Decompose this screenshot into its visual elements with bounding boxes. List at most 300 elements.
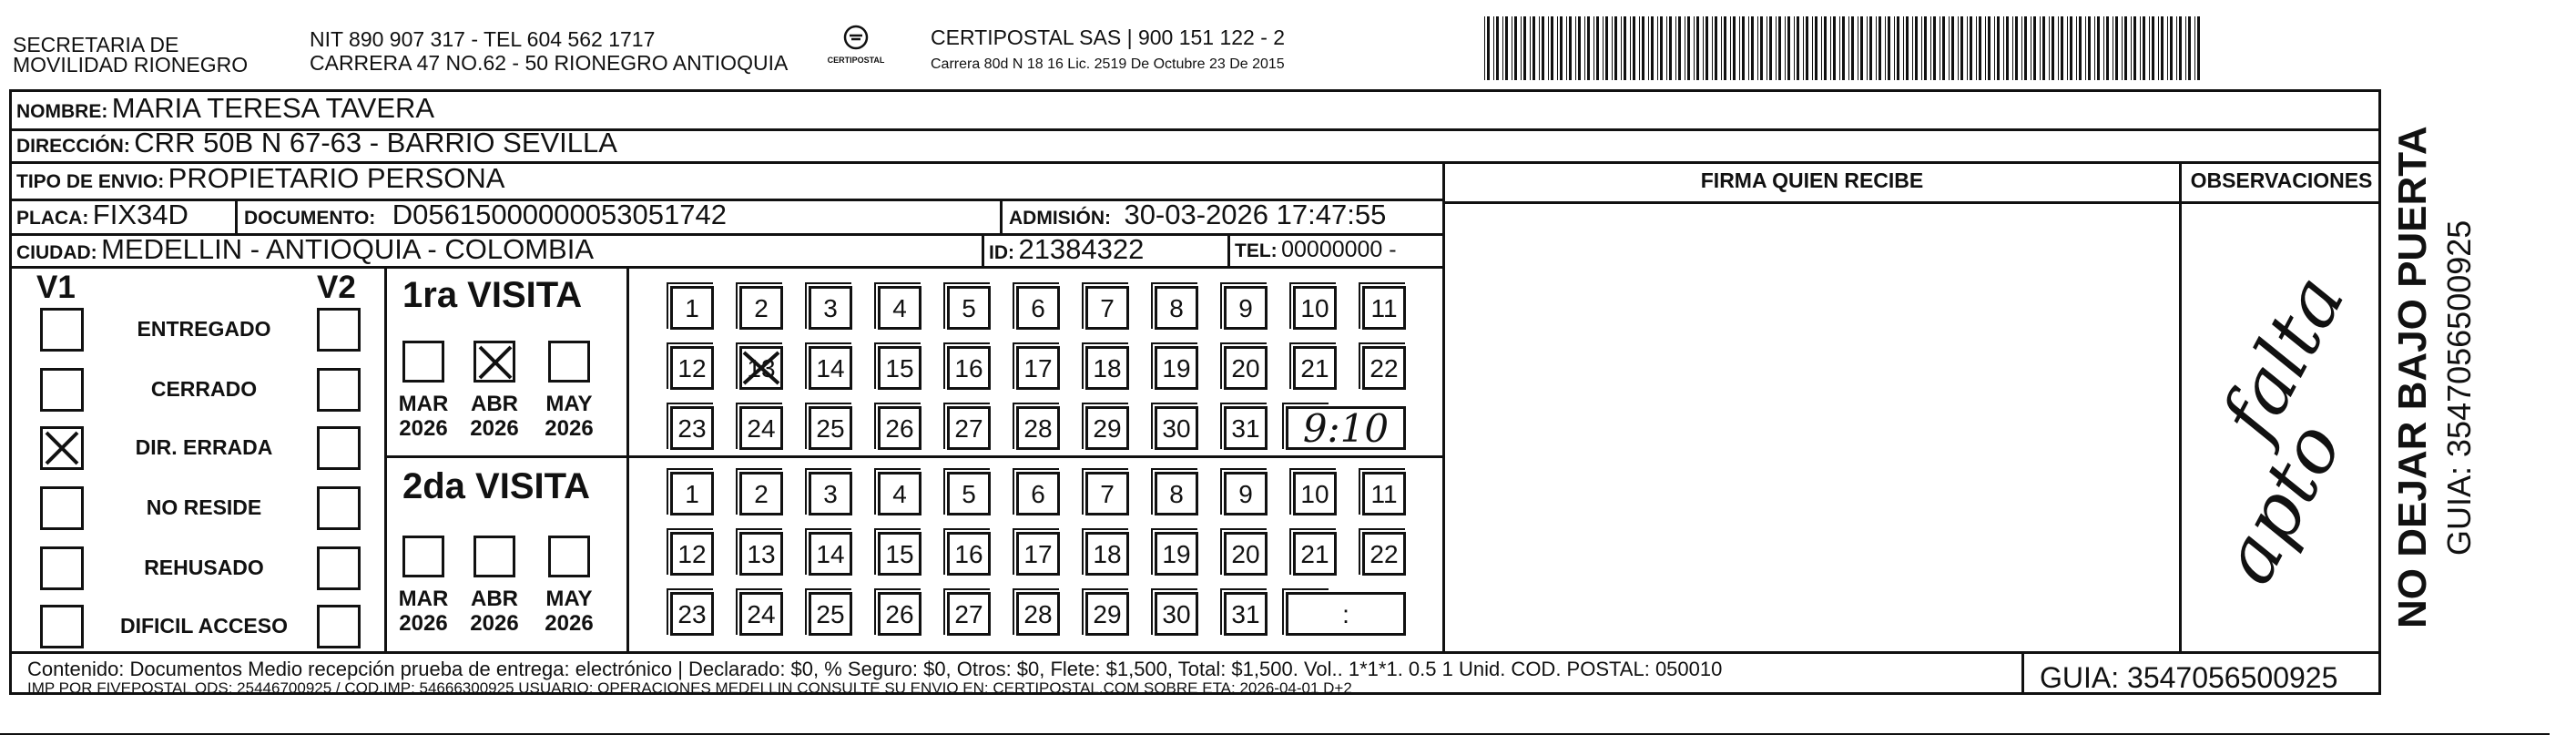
- visit2-month-box[interactable]: [402, 536, 444, 577]
- certipostal-logo-icon: [842, 24, 870, 51]
- visit1-day-number: 13: [747, 354, 776, 383]
- barcode-bar: [2176, 16, 2177, 80]
- v1-checkbox[interactable]: [40, 605, 84, 648]
- visit1-month-box[interactable]: [548, 341, 590, 383]
- tel-field: [1235, 232, 1397, 270]
- visit1-day-number: 4: [892, 294, 907, 322]
- visit2-day-box[interactable]: [1016, 592, 1060, 636]
- imp-text: IMP POR FIVEPOSTAL ODS: 25446700925 / COD.IMP: 54666300925 USUARIO: OPERACIONES MEDELLIN CONSULTE SU ENVIO EN: CERTIPOSTAL.COM SOBRE ETA: 2026-04-01 D+2: [27, 679, 1352, 697]
- visit1-day-box[interactable]: [1224, 406, 1268, 450]
- placa-label: PLACA:: [16, 208, 89, 229]
- barcode-bar: [2085, 16, 2086, 80]
- signature-left-border: [1442, 161, 1445, 651]
- visit1-day-box[interactable]: [809, 286, 852, 330]
- visit1-day-box[interactable]: [1016, 406, 1060, 450]
- barcode-bar: [1694, 16, 1695, 80]
- visit2-day-box[interactable]: [1155, 592, 1198, 636]
- visit2-day-number: 3: [823, 480, 838, 508]
- barcode-bar: [1876, 16, 1877, 80]
- barcode-bar: [1869, 16, 1872, 80]
- barcode-bar: [2179, 16, 2182, 80]
- nombre-value: MARIA TERESA TAVERA: [111, 92, 435, 124]
- visit2-month-label: MAR: [398, 587, 449, 611]
- barcode-bar: [2188, 16, 2191, 80]
- visit1-day-number: 3: [823, 294, 838, 322]
- visit2-day-number: 29: [1093, 600, 1122, 628]
- barcode-bar: [2194, 16, 2195, 80]
- visit1-day-box[interactable]: [739, 286, 783, 330]
- handwritten-apto: apto: [2204, 409, 2359, 597]
- barcode-bar: [2094, 16, 2095, 80]
- visit2-day-box[interactable]: [1085, 532, 1129, 576]
- visit2-day-number: 28: [1023, 600, 1053, 628]
- visit2-day-number: 18: [1093, 540, 1122, 568]
- visit2-year-label: 2026: [399, 611, 448, 636]
- visit1-year-label: 2026: [470, 416, 519, 441]
- visit1-day-number: 6: [1031, 294, 1045, 322]
- v2-checkbox[interactable]: [317, 546, 361, 590]
- visit1-day-number: 23: [677, 414, 707, 443]
- barcode-bar: [1721, 16, 1722, 80]
- reason-label: CERRADO: [150, 377, 258, 401]
- barcode-bar: [1903, 16, 1904, 80]
- visit1-day-number: 14: [816, 354, 845, 383]
- visit1-day-box[interactable]: [1016, 286, 1060, 330]
- visit2-day-box[interactable]: [878, 592, 921, 636]
- reason-label: DIFICIL ACCESO: [119, 614, 288, 638]
- visit1-day-number: 29: [1093, 414, 1122, 443]
- visit2-day-box[interactable]: [878, 472, 921, 515]
- barcode-bar: [1593, 16, 1594, 80]
- barcode-bar: [1705, 16, 1708, 80]
- ciudad-label: CIUDAD:: [16, 242, 97, 263]
- ciudad-field: [16, 232, 594, 272]
- visit1-day-box[interactable]: [809, 346, 852, 390]
- barcode-bar: [1751, 16, 1754, 80]
- v2-checkbox[interactable]: [317, 605, 361, 648]
- barcode: [1482, 16, 2206, 80]
- bottom-rule: [0, 733, 2550, 735]
- cell-divider: [1000, 199, 1003, 233]
- barcode-bar: [1639, 16, 1640, 80]
- org-name-line2: MOVILIDAD RIONEGRO: [13, 53, 249, 77]
- direccion-field: [16, 126, 617, 166]
- visit1-day-box[interactable]: [1293, 286, 1337, 330]
- barcode-bar: [1523, 16, 1526, 80]
- visit2-day-box[interactable]: [1362, 472, 1406, 515]
- visit2-month-box[interactable]: [548, 536, 590, 577]
- barcode-bar: [2052, 16, 2054, 80]
- visit1-month-label: MAY: [545, 392, 593, 416]
- barcode-bar: [1624, 16, 1626, 80]
- visit1-day-box[interactable]: [1362, 286, 1406, 330]
- reason-label: ENTREGADO: [137, 317, 271, 341]
- barcode-bar: [1794, 16, 1795, 80]
- visit1-day-number: 28: [1023, 414, 1053, 443]
- barcode-bar: [1867, 16, 1868, 80]
- nombre-label: NOMBRE:: [16, 101, 108, 122]
- barcode-bar: [1530, 16, 1531, 80]
- barcode-bar: [1484, 16, 1485, 80]
- visit1-day-box[interactable]: [1016, 346, 1060, 390]
- visit1-day-box[interactable]: [739, 406, 783, 450]
- reason-label: REHUSADO: [144, 556, 264, 579]
- visit2-day-box[interactable]: [1224, 592, 1268, 636]
- visit1-day-box[interactable]: [1224, 346, 1268, 390]
- visit1-day-box[interactable]: [878, 406, 921, 450]
- visit2-day-number: 9: [1238, 480, 1253, 508]
- visit1-day-number: 10: [1300, 294, 1329, 322]
- reason-label: DIR. ERRADA: [135, 435, 273, 459]
- visit1-day-number: 17: [1023, 354, 1053, 383]
- visit2-time: :: [1342, 600, 1349, 628]
- visit2-day-number: 30: [1162, 600, 1191, 628]
- visit2-day-number: 6: [1031, 480, 1045, 508]
- visit2-day-box[interactable]: [947, 472, 991, 515]
- barcode-bar: [1942, 16, 1945, 80]
- handwritten-falta: falta: [2204, 261, 2362, 454]
- barcode-bar: [2161, 16, 2164, 80]
- side-guia: GUIA: 3547056500925: [2440, 219, 2478, 556]
- visit2-day-box[interactable]: [809, 592, 852, 636]
- visit1-day-box[interactable]: [947, 286, 991, 330]
- barcode-bar: [1842, 16, 1845, 80]
- visit2-day-box[interactable]: [670, 592, 714, 636]
- visit1-day-box[interactable]: [739, 346, 783, 390]
- visit1-year-label: 2026: [545, 416, 594, 441]
- barcode-bar: [1785, 16, 1786, 80]
- observaciones-area[interactable]: [2185, 205, 2378, 649]
- visit1-day-box[interactable]: [1085, 406, 1129, 450]
- barcode-bar: [1757, 16, 1758, 80]
- visit2-day-box[interactable]: [1085, 472, 1129, 515]
- visit2-day-box[interactable]: [670, 532, 714, 576]
- visit2-day-box[interactable]: [739, 472, 783, 515]
- visit2-day-number: 16: [954, 540, 983, 568]
- barcode-bar: [1739, 16, 1740, 80]
- checklist-right-border: [384, 266, 387, 651]
- visit1-day-number: 19: [1162, 354, 1191, 383]
- v1-checkbox[interactable]: [40, 368, 84, 412]
- address-line: CARRERA 47 NO.62 - 50 RIONEGRO ANTIOQUIA: [310, 51, 789, 75]
- barcode-bar: [1906, 16, 1909, 80]
- tel-label: TEL:: [1235, 240, 1278, 261]
- visit2-day-box[interactable]: [739, 592, 783, 636]
- visit2-day-box[interactable]: [1085, 592, 1129, 636]
- v2-checkbox[interactable]: [317, 368, 361, 412]
- barcode-bar: [1824, 16, 1827, 80]
- visit1-day-number: 5: [962, 294, 976, 322]
- visit2-day-number: 22: [1369, 540, 1399, 568]
- barcode-bar: [2042, 16, 2045, 80]
- barcode-bar: [2158, 16, 2159, 80]
- barcode-bar: [1897, 16, 1899, 80]
- visit2-year-label: 2026: [545, 611, 594, 636]
- visit2-year-label: 2026: [470, 611, 519, 636]
- visit1-day-box[interactable]: [947, 406, 991, 450]
- barcode-bar: [1848, 16, 1849, 80]
- cell-divider: [982, 233, 984, 266]
- barcode-bar: [2170, 16, 2173, 80]
- id-field: [989, 232, 1144, 272]
- visit2-day-box[interactable]: [878, 532, 921, 576]
- visit2-day-box[interactable]: [809, 532, 852, 576]
- visit2-month-box[interactable]: [473, 536, 515, 577]
- visit1-day-box[interactable]: [1155, 286, 1198, 330]
- barcode-bar: [2067, 16, 2068, 80]
- barcode-bar: [1967, 16, 1968, 80]
- barcode-bar: [1769, 16, 1772, 80]
- ciudad-value: MEDELLIN - ANTIOQUIA - COLOMBIA: [101, 233, 594, 265]
- visit2-day-number: 11: [1370, 480, 1398, 508]
- barcode-bar: [1994, 16, 1995, 80]
- barcode-bar: [1532, 16, 1535, 80]
- visit2-day-box[interactable]: [947, 532, 991, 576]
- barcode-bar: [1776, 16, 1777, 80]
- barcode-bar: [1621, 16, 1622, 80]
- barcode-bar: [1715, 16, 1717, 80]
- tipo-envio-label: TIPO DE ENVIO:: [16, 171, 165, 192]
- visit2-day-box[interactable]: [1224, 472, 1268, 515]
- barcode-bar: [2149, 16, 2150, 80]
- visit1-day-box[interactable]: [1155, 406, 1198, 450]
- logo-text: CERTIPOSTAL: [827, 56, 885, 65]
- nit-line: NIT 890 907 317 - TEL 604 562 1717: [310, 27, 656, 51]
- visit2-day-number: 24: [747, 600, 776, 628]
- v2-checkbox[interactable]: [317, 486, 361, 530]
- visit1-day-number: 12: [677, 354, 707, 383]
- barcode-bar: [1566, 16, 1567, 80]
- contenido-text: Contenido: Documentos Medio recepción prueba de entrega: electrónico | Declarado: $0, % Seguro: $0, Otros: $0, Flete: $1,500, Total: $1,500. Vol.. 1*1*1. 0.5 1 Unid. COD. POSTAL: 050010: [27, 658, 1723, 680]
- barcode-bar: [2021, 16, 2022, 80]
- observaciones-title: OBSERVACIONES: [2190, 168, 2373, 192]
- barcode-bar: [1487, 16, 1490, 80]
- company-line: CERTIPOSTAL SAS | 900 151 122 - 2: [931, 26, 1286, 49]
- v2-checkbox[interactable]: [317, 426, 361, 470]
- visit1-month-box[interactable]: [473, 341, 515, 383]
- barcode-bar: [2106, 16, 2109, 80]
- v1-checkbox[interactable]: [40, 308, 84, 352]
- barcode-bar: [1760, 16, 1763, 80]
- visit2-day-number: 1: [685, 480, 699, 508]
- barcode-bar: [2197, 16, 2200, 80]
- barcode-bar: [2124, 16, 2127, 80]
- barcode-bar: [2185, 16, 2186, 80]
- barcode-bar: [1988, 16, 1991, 80]
- visit2-day-box[interactable]: [1016, 532, 1060, 576]
- v1-checkbox[interactable]: [40, 486, 84, 530]
- barcode-bar: [2076, 16, 2077, 80]
- barcode-bar: [1575, 16, 1576, 80]
- barcode-bar: [2024, 16, 2027, 80]
- barcode-bar: [2122, 16, 2123, 80]
- visit1-day-box[interactable]: [1293, 346, 1337, 390]
- barcode-bar: [2143, 16, 2145, 80]
- visit2-day-number: 8: [1169, 480, 1184, 508]
- barcode-bar: [1678, 16, 1681, 80]
- barcode-bar: [1812, 16, 1813, 80]
- barcode-bar: [1921, 16, 1922, 80]
- visit1-day-number: 30: [1162, 414, 1191, 443]
- visit1-day-number: 7: [1100, 294, 1115, 322]
- visit2-day-number: 13: [747, 540, 776, 568]
- tel-value: 00000000 -: [1281, 237, 1397, 262]
- visit2-day-box[interactable]: [739, 532, 783, 576]
- visit2-day-number: 17: [1023, 540, 1053, 568]
- no-dejar-bajo-puerta: NO DEJAR BAJO PUERTA: [2390, 126, 2435, 628]
- barcode-bar: [1933, 16, 1936, 80]
- visit2-day-number: 2: [754, 480, 769, 508]
- barcode-bar: [1666, 16, 1667, 80]
- guia-footer: GUIA: 3547056500925: [2040, 661, 2338, 694]
- barcode-bar: [1539, 16, 1540, 80]
- barcode-bar: [1560, 16, 1563, 80]
- v1-checkbox[interactable]: [40, 426, 84, 470]
- visit1-day-box[interactable]: [1155, 346, 1198, 390]
- barcode-bar: [1815, 16, 1817, 80]
- footer-divider: [2021, 651, 2024, 695]
- visit2-day-box[interactable]: [1155, 472, 1198, 515]
- visit1-day-box[interactable]: [1224, 286, 1268, 330]
- tipo-envio-value: PROPIETARIO PERSONA: [168, 162, 505, 194]
- visit2-day-box[interactable]: [1224, 532, 1268, 576]
- signature-area[interactable]: [1446, 205, 2177, 649]
- visit1-day-number: 9: [1238, 294, 1253, 322]
- barcode-bar: [1833, 16, 1836, 80]
- section-title-divider: [1442, 201, 2381, 204]
- barcode-bar: [2012, 16, 2013, 80]
- day-cross-icon: [742, 349, 780, 387]
- barcode-bar: [1493, 16, 1494, 80]
- visit1-day-box[interactable]: [670, 406, 714, 450]
- barcode-bar: [1687, 16, 1690, 80]
- barcode-bar: [2097, 16, 2100, 80]
- admision-label: ADMISIÓN:: [1009, 208, 1111, 229]
- barcode-bar: [2070, 16, 2072, 80]
- visit2-day-number: 25: [816, 600, 845, 628]
- visit2-day-number: 14: [816, 540, 845, 568]
- visit1-day-box[interactable]: [878, 286, 921, 330]
- barcode-bar: [1797, 16, 1799, 80]
- barcode-bar: [1496, 16, 1499, 80]
- v1-header: V1: [36, 270, 76, 305]
- barcode-bar: [1949, 16, 1950, 80]
- visit2-day-box[interactable]: [1293, 472, 1337, 515]
- visit1-month-label: ABR: [471, 392, 518, 416]
- visit1-day-number: 21: [1300, 354, 1329, 383]
- visit2-day-number: 4: [892, 480, 907, 508]
- v1-checkbox[interactable]: [40, 546, 84, 590]
- barcode-bar: [1578, 16, 1581, 80]
- barcode-bar: [1958, 16, 1959, 80]
- direccion-label: DIRECCIÓN:: [16, 136, 130, 157]
- barcode-bar: [1548, 16, 1549, 80]
- barcode-bar: [1642, 16, 1644, 80]
- visit1-day-number: 2: [754, 294, 769, 322]
- barcode-bar: [1614, 16, 1617, 80]
- visit2-day-number: 20: [1231, 540, 1260, 568]
- barcode-bar: [1803, 16, 1804, 80]
- barcode-bar: [1860, 16, 1863, 80]
- check-x-icon: [476, 343, 514, 382]
- barcode-bar: [1924, 16, 1927, 80]
- barcode-bar: [1787, 16, 1790, 80]
- license-line: Carrera 80d N 18 16 Lic. 2519 De Octubre 23 De 2015: [931, 56, 1285, 72]
- visit2-time-box[interactable]: [1286, 592, 1406, 636]
- visit1-day-box[interactable]: [1085, 346, 1129, 390]
- barcode-bar: [2140, 16, 2141, 80]
- barcode-bar: [1830, 16, 1831, 80]
- barcode-bar: [1851, 16, 1854, 80]
- visit1-day-box[interactable]: [1362, 346, 1406, 390]
- visit1-day-number: 24: [747, 414, 776, 443]
- barcode-bar: [1696, 16, 1699, 80]
- barcode-bar: [1612, 16, 1613, 80]
- visit2-day-number: 26: [885, 600, 914, 628]
- check-x-icon: [43, 429, 81, 467]
- barcode-graphic: [1482, 16, 2206, 80]
- visit2-day-box[interactable]: [809, 472, 852, 515]
- barcode-bar: [1724, 16, 1726, 80]
- visit2-day-number: 31: [1231, 600, 1260, 628]
- visit2-day-box[interactable]: [1016, 472, 1060, 515]
- visit1-day-number: 25: [816, 414, 845, 443]
- visit2-day-box[interactable]: [947, 592, 991, 636]
- visit2-day-box[interactable]: [1362, 532, 1406, 576]
- visit1-day-number: 16: [954, 354, 983, 383]
- visit2-month-label: ABR: [471, 587, 518, 611]
- barcode-bar: [1742, 16, 1745, 80]
- visit1-day-number: 1: [685, 294, 699, 322]
- visit2-title: 2da VISITA: [402, 466, 590, 506]
- visit1-day-box[interactable]: [670, 286, 714, 330]
- visit1-day-box[interactable]: [1085, 286, 1129, 330]
- visit1-day-box[interactable]: [809, 406, 852, 450]
- barcode-bar: [1514, 16, 1517, 80]
- barcode-bar: [1596, 16, 1599, 80]
- barcode-bar: [1584, 16, 1585, 80]
- barcode-bar: [1660, 16, 1663, 80]
- barcode-bar: [1675, 16, 1676, 80]
- visit2-day-box[interactable]: [1155, 532, 1198, 576]
- visit1-time-box[interactable]: [1286, 406, 1406, 450]
- visit2-day-box[interactable]: [1293, 532, 1337, 576]
- visit1-day-number: 8: [1169, 294, 1184, 322]
- barcode-bar: [1657, 16, 1658, 80]
- barcode-bar: [1730, 16, 1731, 80]
- visit1-day-number: 26: [885, 414, 914, 443]
- visit1-title: 1ra VISITA: [402, 275, 583, 315]
- visit2-day-number: 23: [677, 600, 707, 628]
- visit1-day-number: 18: [1093, 354, 1122, 383]
- barcode-bar: [1542, 16, 1544, 80]
- visit1-day-box[interactable]: [670, 346, 714, 390]
- direccion-value: CRR 50B N 67-63 - BARRIO SEVILLA: [134, 127, 617, 158]
- v2-checkbox[interactable]: [317, 308, 361, 352]
- barcode-bar: [1960, 16, 1963, 80]
- barcode-bar: [2088, 16, 2091, 80]
- barcode-bar: [1970, 16, 1972, 80]
- barcode-bar: [1521, 16, 1522, 80]
- visit1-month-box[interactable]: [402, 341, 444, 383]
- visit2-month-label: MAY: [545, 587, 593, 611]
- visit1-day-number: 15: [885, 354, 914, 383]
- visit2-day-box[interactable]: [670, 472, 714, 515]
- visit1-day-box[interactable]: [878, 346, 921, 390]
- visit1-day-box[interactable]: [947, 346, 991, 390]
- barcode-bar: [2015, 16, 2018, 80]
- barcode-bar: [1951, 16, 1954, 80]
